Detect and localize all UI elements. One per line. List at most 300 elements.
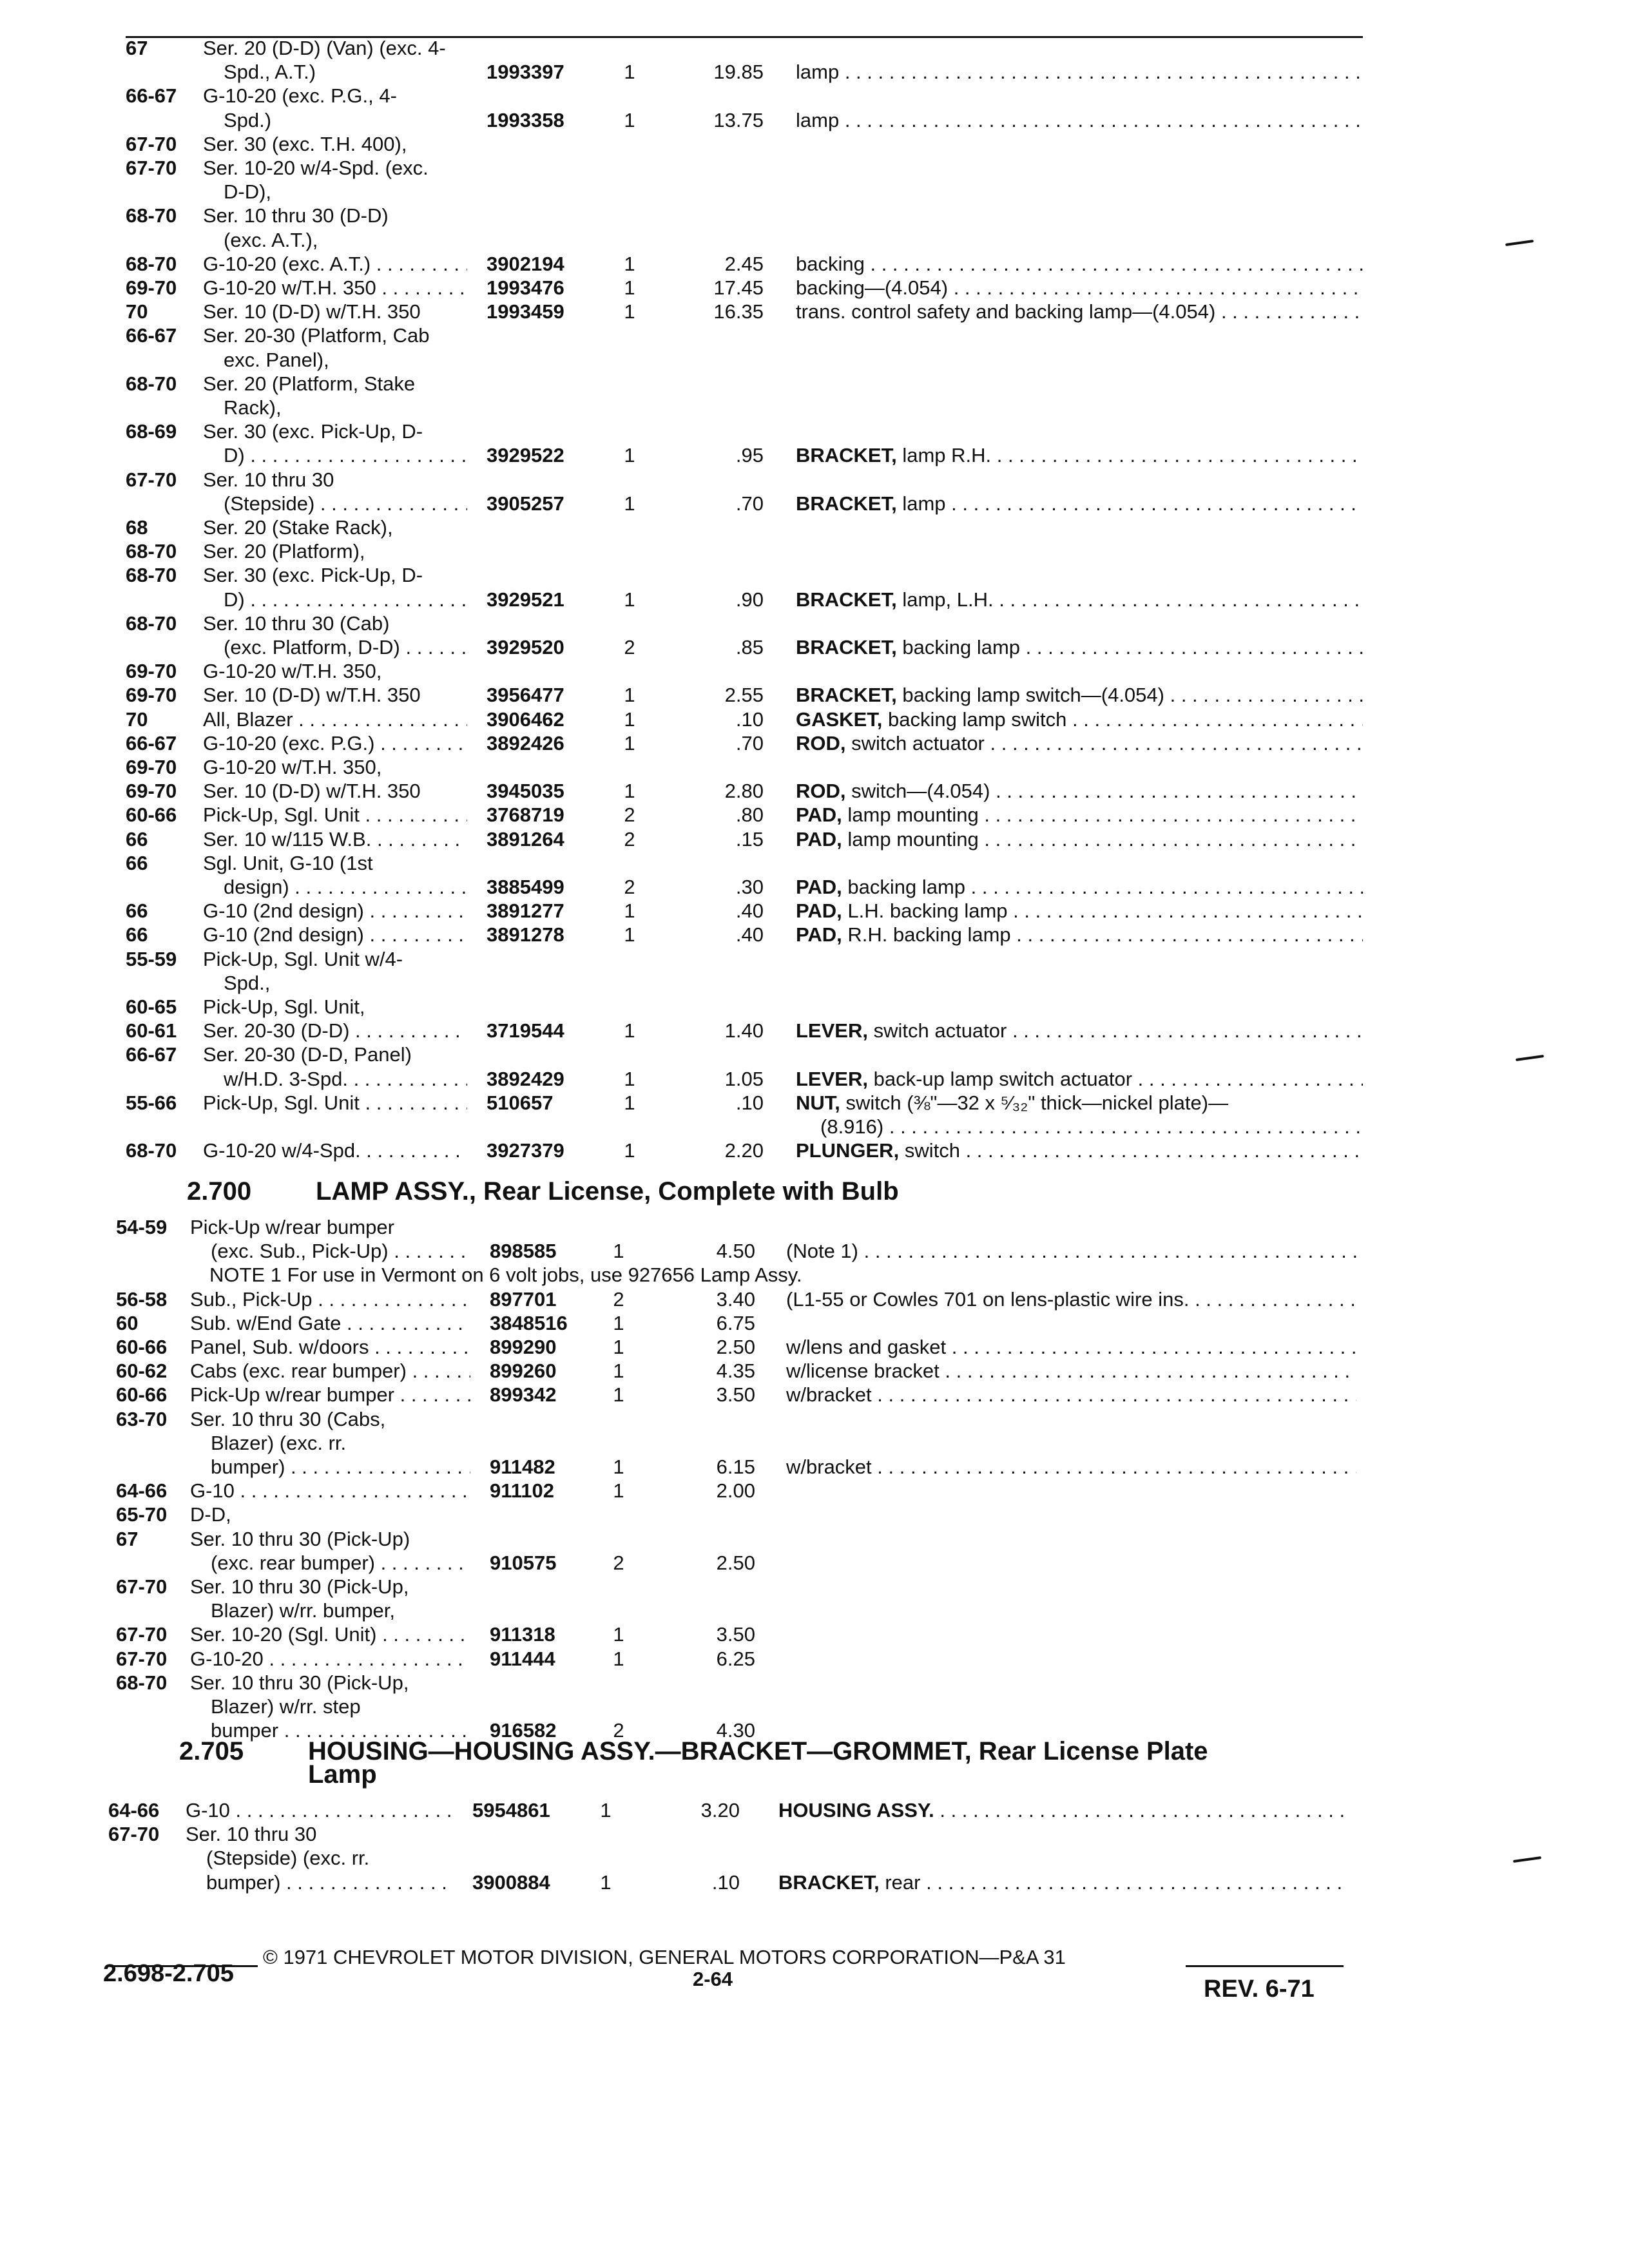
part-detail: L.H. backing lamp xyxy=(847,899,1008,922)
table-row xyxy=(116,1502,1353,1528)
part-detail: switch—(4.054) xyxy=(851,780,990,802)
part-detail: rear xyxy=(885,1871,921,1894)
vehicle-application: Blazer) w/rr. step xyxy=(211,1695,361,1718)
model-years: 64-66 xyxy=(116,1479,168,1502)
list-price: 6.15 xyxy=(716,1456,755,1478)
quantity: 1 xyxy=(624,300,635,323)
table-row xyxy=(126,395,1353,421)
part-number: 3892429 xyxy=(487,1068,564,1090)
table-row xyxy=(116,1598,1353,1624)
part-number: 897701 xyxy=(490,1288,557,1311)
vehicle-application: Cabs (exc. rear bumper) . . . xyxy=(190,1358,470,1384)
part-number: 910575 xyxy=(490,1552,557,1574)
margin-mark xyxy=(1516,1055,1544,1061)
part-name: LEVER, xyxy=(796,1068,868,1090)
part-number: 3891278 xyxy=(487,923,564,946)
part-detail: (L1-55 or Cowles 701 on lens-plastic wire ins. xyxy=(786,1288,1190,1311)
vehicle-application: Sgl. Unit, G-10 (1st xyxy=(203,852,373,874)
part-name: PAD, xyxy=(796,923,842,946)
table-row xyxy=(126,850,1353,876)
list-price: 1.05 xyxy=(724,1068,764,1090)
vehicle-application: G-10-20 w/T.H. 350 . . . xyxy=(203,275,467,301)
table-row xyxy=(116,1262,1353,1288)
part-number: 3929520 xyxy=(487,636,564,658)
vehicle-application: Ser. 20-30 (D-D) . . . xyxy=(203,1018,467,1044)
vehicle-application: Ser. 10 thru 30 (Pick-Up, xyxy=(190,1671,409,1694)
part-description xyxy=(796,299,1363,325)
table-row xyxy=(116,1358,1353,1384)
list-price: .40 xyxy=(735,923,764,946)
model-years: 68-70 xyxy=(116,1671,168,1694)
vehicle-application: D-D), xyxy=(224,180,272,203)
vehicle-application: Pick-Up, Sgl. Unit . . . xyxy=(203,1090,467,1116)
vehicle-application: G-10-20 w/T.H. 350, xyxy=(203,756,382,778)
section-title: HOUSING—HOUSING ASSY.—BRACKET—GROMMET, Rear License Plate xyxy=(308,1737,1208,1765)
quantity: 1 xyxy=(624,1068,635,1090)
quantity: 1 xyxy=(600,1871,612,1894)
vehicle-application: Ser. 20 (D-D) (Van) (exc. 4- xyxy=(203,37,446,59)
table-row xyxy=(116,1382,1353,1408)
part-number: 3906462 xyxy=(487,708,564,731)
vehicle-application: G-10 . . . xyxy=(186,1798,453,1823)
part-number: 3905257 xyxy=(487,492,564,515)
part-description xyxy=(796,922,1363,948)
model-years: 66-67 xyxy=(126,84,177,107)
list-price: .10 xyxy=(735,1091,764,1114)
part-name: BRACKET, xyxy=(796,492,897,515)
table-row xyxy=(126,1114,1353,1140)
part-detail: lamp mounting xyxy=(847,828,979,850)
list-price: 3.20 xyxy=(700,1799,740,1821)
margin-mark xyxy=(1513,1856,1541,1863)
model-years: 68-70 xyxy=(126,612,177,635)
vehicle-application: bumper . . . xyxy=(211,1718,470,1744)
part-number: 1993476 xyxy=(487,276,564,299)
model-years: 67-70 xyxy=(108,1823,160,1845)
model-years: 68-70 xyxy=(126,540,177,562)
vehicle-application: Spd., A.T.) xyxy=(224,61,316,83)
table-row xyxy=(116,1334,1353,1360)
vehicle-application: G-10 . . . xyxy=(190,1478,470,1504)
part-description xyxy=(786,1238,1356,1264)
quantity: 1 xyxy=(624,899,635,922)
table-row xyxy=(126,227,1353,253)
vehicle-application: (Stepside) . . . xyxy=(224,491,467,517)
list-price: .40 xyxy=(735,899,764,922)
part-name: BRACKET, xyxy=(778,1871,880,1894)
vehicle-application: Pick-Up, Sgl. Unit, xyxy=(203,995,365,1018)
model-years: 67-70 xyxy=(116,1575,168,1598)
model-years: 66 xyxy=(126,923,148,946)
vehicle-application: Ser. 10 thru 30 (Pick-Up, xyxy=(190,1575,409,1598)
footer-page-number: 2-64 xyxy=(693,1968,733,1990)
list-price: .30 xyxy=(735,876,764,898)
part-description xyxy=(778,1870,1349,1896)
table-row xyxy=(116,1407,1353,1432)
vehicle-application: (exc. A.T.), xyxy=(224,229,318,251)
quantity: 1 xyxy=(624,780,635,802)
table-row xyxy=(116,1694,1353,1720)
model-years: 66 xyxy=(126,828,148,850)
table-row xyxy=(126,251,1353,277)
part-name: PAD, xyxy=(796,876,842,898)
quantity: 2 xyxy=(624,636,635,658)
model-years: 70 xyxy=(126,708,148,731)
vehicle-application: Pick-Up, Sgl. Unit w/4- xyxy=(203,948,403,970)
part-detail: backing lamp xyxy=(847,876,966,898)
vehicle-application: Ser. 10-20 w/4-Spd. (exc. xyxy=(203,157,429,179)
part-number: 1993459 xyxy=(487,300,564,323)
table-row xyxy=(126,587,1353,613)
table-row xyxy=(116,1215,1353,1240)
quantity: 1 xyxy=(613,1383,624,1406)
table-row xyxy=(126,108,1353,133)
model-years: 66-67 xyxy=(126,324,177,347)
part-detail: (8.916) xyxy=(820,1115,884,1138)
model-years: 69-70 xyxy=(126,780,177,802)
vehicle-application: Ser. 30 (exc. T.H. 400), xyxy=(203,133,407,155)
model-years: 68-69 xyxy=(126,420,177,443)
vehicle-application: Ser. 10 thru 30 (Cabs, xyxy=(190,1408,386,1430)
vehicle-application: G-10-20 w/4-Spd. . . . xyxy=(203,1138,467,1164)
model-years: 67 xyxy=(126,37,148,59)
quantity: 1 xyxy=(624,1139,635,1162)
model-years: 68-70 xyxy=(126,564,177,586)
part-description xyxy=(796,802,1363,828)
part-name: PLUNGER, xyxy=(796,1139,900,1162)
table-row xyxy=(126,323,1353,349)
part-number: 510657 xyxy=(487,1091,554,1114)
model-years: 54-59 xyxy=(116,1216,168,1238)
table-row xyxy=(126,994,1353,1020)
model-years: 66-67 xyxy=(126,1043,177,1066)
part-detail: switch actuator xyxy=(851,732,985,754)
list-price: 3.40 xyxy=(716,1288,755,1311)
part-name: NUT, xyxy=(796,1091,840,1114)
table-row xyxy=(126,802,1353,828)
list-price: .70 xyxy=(735,732,764,754)
quantity: 2 xyxy=(613,1552,624,1574)
table-row xyxy=(116,1550,1353,1576)
part-description xyxy=(796,275,1363,301)
part-detail: w/bracket xyxy=(786,1383,872,1406)
vehicle-application: Ser. 20 (Platform), xyxy=(203,540,365,562)
part-number: 1993397 xyxy=(487,61,564,83)
part-number: 3927379 xyxy=(487,1139,564,1162)
vehicle-application: Ser. 10 w/115 W.B. . . . xyxy=(203,827,467,852)
list-price: .10 xyxy=(735,708,764,731)
part-description xyxy=(796,898,1363,924)
part-detail: switch actuator xyxy=(873,1019,1007,1042)
quantity: 1 xyxy=(624,109,635,131)
part-name: BRACKET, xyxy=(796,684,897,706)
part-detail: (Note 1) xyxy=(786,1240,858,1262)
part-detail: lamp, L.H. xyxy=(902,588,994,611)
part-name: ROD, xyxy=(796,732,846,754)
part-number: 911444 xyxy=(490,1648,555,1670)
vehicle-application: Panel, Sub. w/doors . . . xyxy=(190,1334,470,1360)
model-years: 69-70 xyxy=(126,684,177,706)
list-price: 3.50 xyxy=(716,1383,755,1406)
model-years: 66 xyxy=(126,852,148,874)
list-price: 2.20 xyxy=(724,1139,764,1162)
vehicle-application: Ser. 10 thru 30 (Cab) xyxy=(203,612,390,635)
list-price: 2.80 xyxy=(724,780,764,802)
section-number: 2.705 xyxy=(179,1737,244,1765)
part-description xyxy=(786,1358,1356,1384)
part-number: 911482 xyxy=(490,1456,555,1478)
model-years: 67-70 xyxy=(126,133,177,155)
vehicle-application: Ser. 10-20 (Sgl. Unit) . . . xyxy=(190,1622,470,1648)
table-row xyxy=(126,1042,1353,1068)
part-detail: w/lens and gasket xyxy=(786,1336,947,1358)
model-years: 56-58 xyxy=(116,1288,168,1311)
table-row xyxy=(126,754,1353,780)
part-description xyxy=(796,682,1363,708)
list-price: 2.50 xyxy=(716,1552,755,1574)
vehicle-application: Ser. 10 thru 30 (D-D) xyxy=(203,204,389,227)
part-name: HOUSING ASSY. xyxy=(778,1799,934,1821)
vehicle-application: Blazer) (exc. rr. xyxy=(211,1432,347,1454)
table-row xyxy=(126,299,1353,325)
part-name: GASKET, xyxy=(796,708,883,731)
vehicle-application: Ser. 10 thru 30 xyxy=(186,1823,317,1845)
quantity: 1 xyxy=(613,1456,624,1478)
vehicle-application: Pick-Up w/rear bumper xyxy=(190,1216,394,1238)
part-detail: w/license bracket xyxy=(786,1360,940,1382)
part-description xyxy=(796,108,1363,133)
part-number: 916582 xyxy=(490,1719,557,1742)
part-description xyxy=(796,443,1363,468)
model-years: 67-70 xyxy=(126,157,177,179)
part-name: PAD, xyxy=(796,828,842,850)
vehicle-application: (Stepside) (exc. rr. xyxy=(206,1847,370,1869)
part-name: PAD, xyxy=(796,803,842,826)
table-row xyxy=(116,1454,1353,1480)
vehicle-application: D) . . . xyxy=(224,587,467,613)
table-row xyxy=(126,611,1353,637)
vehicle-application: Pick-Up w/rear bumper . . . xyxy=(190,1382,470,1408)
quantity: 1 xyxy=(624,253,635,275)
model-years: 66 xyxy=(126,899,148,922)
table-row xyxy=(116,1238,1353,1264)
part-number: 899342 xyxy=(490,1383,557,1406)
quantity: 2 xyxy=(624,876,635,898)
part-description xyxy=(786,1454,1356,1480)
part-number: 3929522 xyxy=(487,444,564,466)
part-description xyxy=(796,778,1363,804)
vehicle-application: G-10 (2nd design) . . . xyxy=(203,898,467,924)
quantity: 1 xyxy=(624,923,635,946)
part-detail: lamp xyxy=(796,109,840,131)
table-row xyxy=(116,1646,1353,1672)
model-years: 67-70 xyxy=(126,468,177,491)
part-number: 911102 xyxy=(490,1479,555,1502)
quantity: 1 xyxy=(613,1623,624,1646)
part-description xyxy=(796,1090,1363,1116)
table-row xyxy=(126,203,1353,229)
table-row xyxy=(126,59,1353,85)
list-price: .90 xyxy=(735,588,764,611)
model-years: 60-66 xyxy=(126,803,177,826)
quantity: 1 xyxy=(613,1648,624,1670)
vehicle-application: Rack), xyxy=(224,396,282,419)
model-years: 60-61 xyxy=(126,1019,177,1042)
footer-revision: REV. 6-71 xyxy=(1204,1975,1315,2003)
model-years: 67-70 xyxy=(116,1648,168,1670)
footer-section-range: 2.698-2.705 xyxy=(103,1960,234,1987)
model-years: 66-67 xyxy=(126,732,177,754)
part-number: 3891264 xyxy=(487,828,564,850)
part-description xyxy=(786,1287,1356,1312)
model-years: 60-62 xyxy=(116,1360,168,1382)
part-detail: backing xyxy=(796,253,865,275)
vehicle-application: All, Blazer . . . xyxy=(203,707,467,733)
part-detail: lamp mounting xyxy=(847,803,979,826)
part-detail: switch (⅜"—32 x ⁵⁄₃₂" thick—nickel plate)— xyxy=(845,1091,1229,1114)
list-price: 4.50 xyxy=(716,1240,755,1262)
model-years: 68 xyxy=(126,516,148,539)
quantity: 2 xyxy=(613,1719,624,1742)
quantity: 1 xyxy=(624,684,635,706)
vehicle-application: bumper) . . . xyxy=(211,1454,470,1480)
part-description xyxy=(796,59,1363,85)
vehicle-application: Ser. 20 (Platform, Stake xyxy=(203,372,416,395)
part-description xyxy=(796,587,1363,613)
quantity: 1 xyxy=(613,1479,624,1502)
part-number: 911318 xyxy=(490,1623,555,1646)
part-description xyxy=(796,731,1363,756)
quantity: 1 xyxy=(624,1019,635,1042)
table-row xyxy=(126,371,1353,397)
quantity: 1 xyxy=(613,1336,624,1358)
vehicle-application: w/H.D. 3-Spd. . . . xyxy=(224,1066,467,1092)
section-heading xyxy=(187,1177,899,1206)
part-description xyxy=(796,635,1363,660)
vehicle-application: (exc. Sub., Pick-Up) . . . xyxy=(211,1238,470,1264)
part-description xyxy=(778,1798,1349,1823)
table-row xyxy=(116,1311,1353,1336)
part-number: 899290 xyxy=(490,1336,557,1358)
table-row xyxy=(126,562,1353,588)
list-price: 16.35 xyxy=(713,300,764,323)
model-years: 55-66 xyxy=(126,1091,177,1114)
part-detail: w/bracket xyxy=(786,1456,872,1478)
part-name: LEVER, xyxy=(796,1019,868,1042)
list-price: .80 xyxy=(735,803,764,826)
vehicle-application: G-10-20 (exc. A.T.) . . . xyxy=(203,251,467,277)
model-years: 60-66 xyxy=(116,1336,168,1358)
model-years: 67 xyxy=(116,1528,139,1550)
vehicle-application: Ser. 10 thru 30 (Pick-Up) xyxy=(190,1528,410,1550)
footer-copyright: © 1971 CHEVROLET MOTOR DIVISION, GENERAL MOTORS CORPORATION—P&A 31 xyxy=(263,1946,1066,1968)
part-number: 898585 xyxy=(490,1240,557,1262)
model-years: 68-70 xyxy=(126,372,177,395)
list-price: 2.55 xyxy=(724,684,764,706)
quantity: 1 xyxy=(600,1799,612,1821)
vehicle-application: (exc. rear bumper) . . . xyxy=(211,1550,470,1576)
table-row xyxy=(108,1870,1353,1896)
table-row xyxy=(116,1670,1353,1696)
model-years: 68-70 xyxy=(126,253,177,275)
part-number: 3768719 xyxy=(487,803,564,826)
list-price: 3.50 xyxy=(716,1623,755,1646)
table-row xyxy=(126,658,1353,684)
model-years: 70 xyxy=(126,300,148,323)
table-row xyxy=(116,1478,1353,1504)
vehicle-application: exc. Panel), xyxy=(224,349,329,371)
vehicle-application: D-D, xyxy=(190,1503,231,1526)
table-row xyxy=(116,1287,1353,1312)
model-years: 69-70 xyxy=(126,756,177,778)
table-row xyxy=(126,1066,1353,1092)
part-number: 3892426 xyxy=(487,732,564,754)
footer-rule-right xyxy=(1186,1965,1344,1967)
vehicle-application: Ser. 20-30 (Platform, Cab xyxy=(203,324,430,347)
list-price: .85 xyxy=(735,636,764,658)
table-row xyxy=(126,155,1353,181)
part-number: 3945035 xyxy=(487,780,564,802)
part-name: PAD, xyxy=(796,899,842,922)
vehicle-application: Ser. 10 (D-D) w/T.H. 350 xyxy=(203,684,421,706)
part-description xyxy=(796,1138,1363,1164)
vehicle-application: Ser. 20 (Stake Rack), xyxy=(203,516,393,539)
list-price: 2.45 xyxy=(724,253,764,275)
table-row xyxy=(126,874,1353,900)
quantity: 1 xyxy=(613,1312,624,1334)
table-row xyxy=(126,131,1353,157)
table-row xyxy=(126,275,1353,301)
table-row xyxy=(126,947,1353,972)
list-price: 1.40 xyxy=(724,1019,764,1042)
vehicle-application: Ser. 20-30 (D-D, Panel) xyxy=(203,1043,412,1066)
vehicle-application: Ser. 10 thru 30 xyxy=(203,468,334,491)
part-detail: backing lamp switch—(4.054) xyxy=(902,684,1164,706)
part-detail: R.H. backing lamp xyxy=(847,923,1011,946)
part-detail: lamp R.H. xyxy=(902,444,992,466)
part-description xyxy=(796,874,1363,900)
table-row xyxy=(126,515,1353,541)
model-years: 68-70 xyxy=(126,1139,177,1162)
part-number: 3891277 xyxy=(487,899,564,922)
vehicle-application: Ser. 10 (D-D) w/T.H. 350 xyxy=(203,780,421,802)
footnote: NOTE 1 For use in Vermont on 6 volt jobs, use 927656 Lamp Assy. xyxy=(209,1264,802,1286)
vehicle-application: Spd., xyxy=(224,972,271,994)
model-years: 55-59 xyxy=(126,948,177,970)
table-row xyxy=(126,827,1353,852)
table-row xyxy=(126,898,1353,924)
table-row xyxy=(126,491,1353,517)
margin-mark xyxy=(1505,240,1534,246)
part-description xyxy=(796,1066,1363,1092)
table-row xyxy=(126,635,1353,660)
part-number: 3900884 xyxy=(472,1871,550,1894)
vehicle-application: Ser. 30 (exc. Pick-Up, D- xyxy=(203,420,423,443)
vehicle-application: G-10-20 w/T.H. 350, xyxy=(203,660,382,682)
part-number: 899260 xyxy=(490,1360,557,1382)
table-row xyxy=(116,1574,1353,1600)
table-row xyxy=(126,682,1353,708)
table-row xyxy=(126,1018,1353,1044)
part-description xyxy=(786,1382,1356,1408)
list-price: 4.35 xyxy=(716,1360,755,1382)
part-detail: switch xyxy=(904,1139,960,1162)
table-row xyxy=(126,731,1353,756)
part-detail: backing—(4.054) xyxy=(796,276,949,299)
part-description xyxy=(786,1334,1356,1360)
vehicle-application: Sub. w/End Gate . . . xyxy=(190,1311,470,1336)
section-number: 2.700 xyxy=(187,1177,252,1206)
